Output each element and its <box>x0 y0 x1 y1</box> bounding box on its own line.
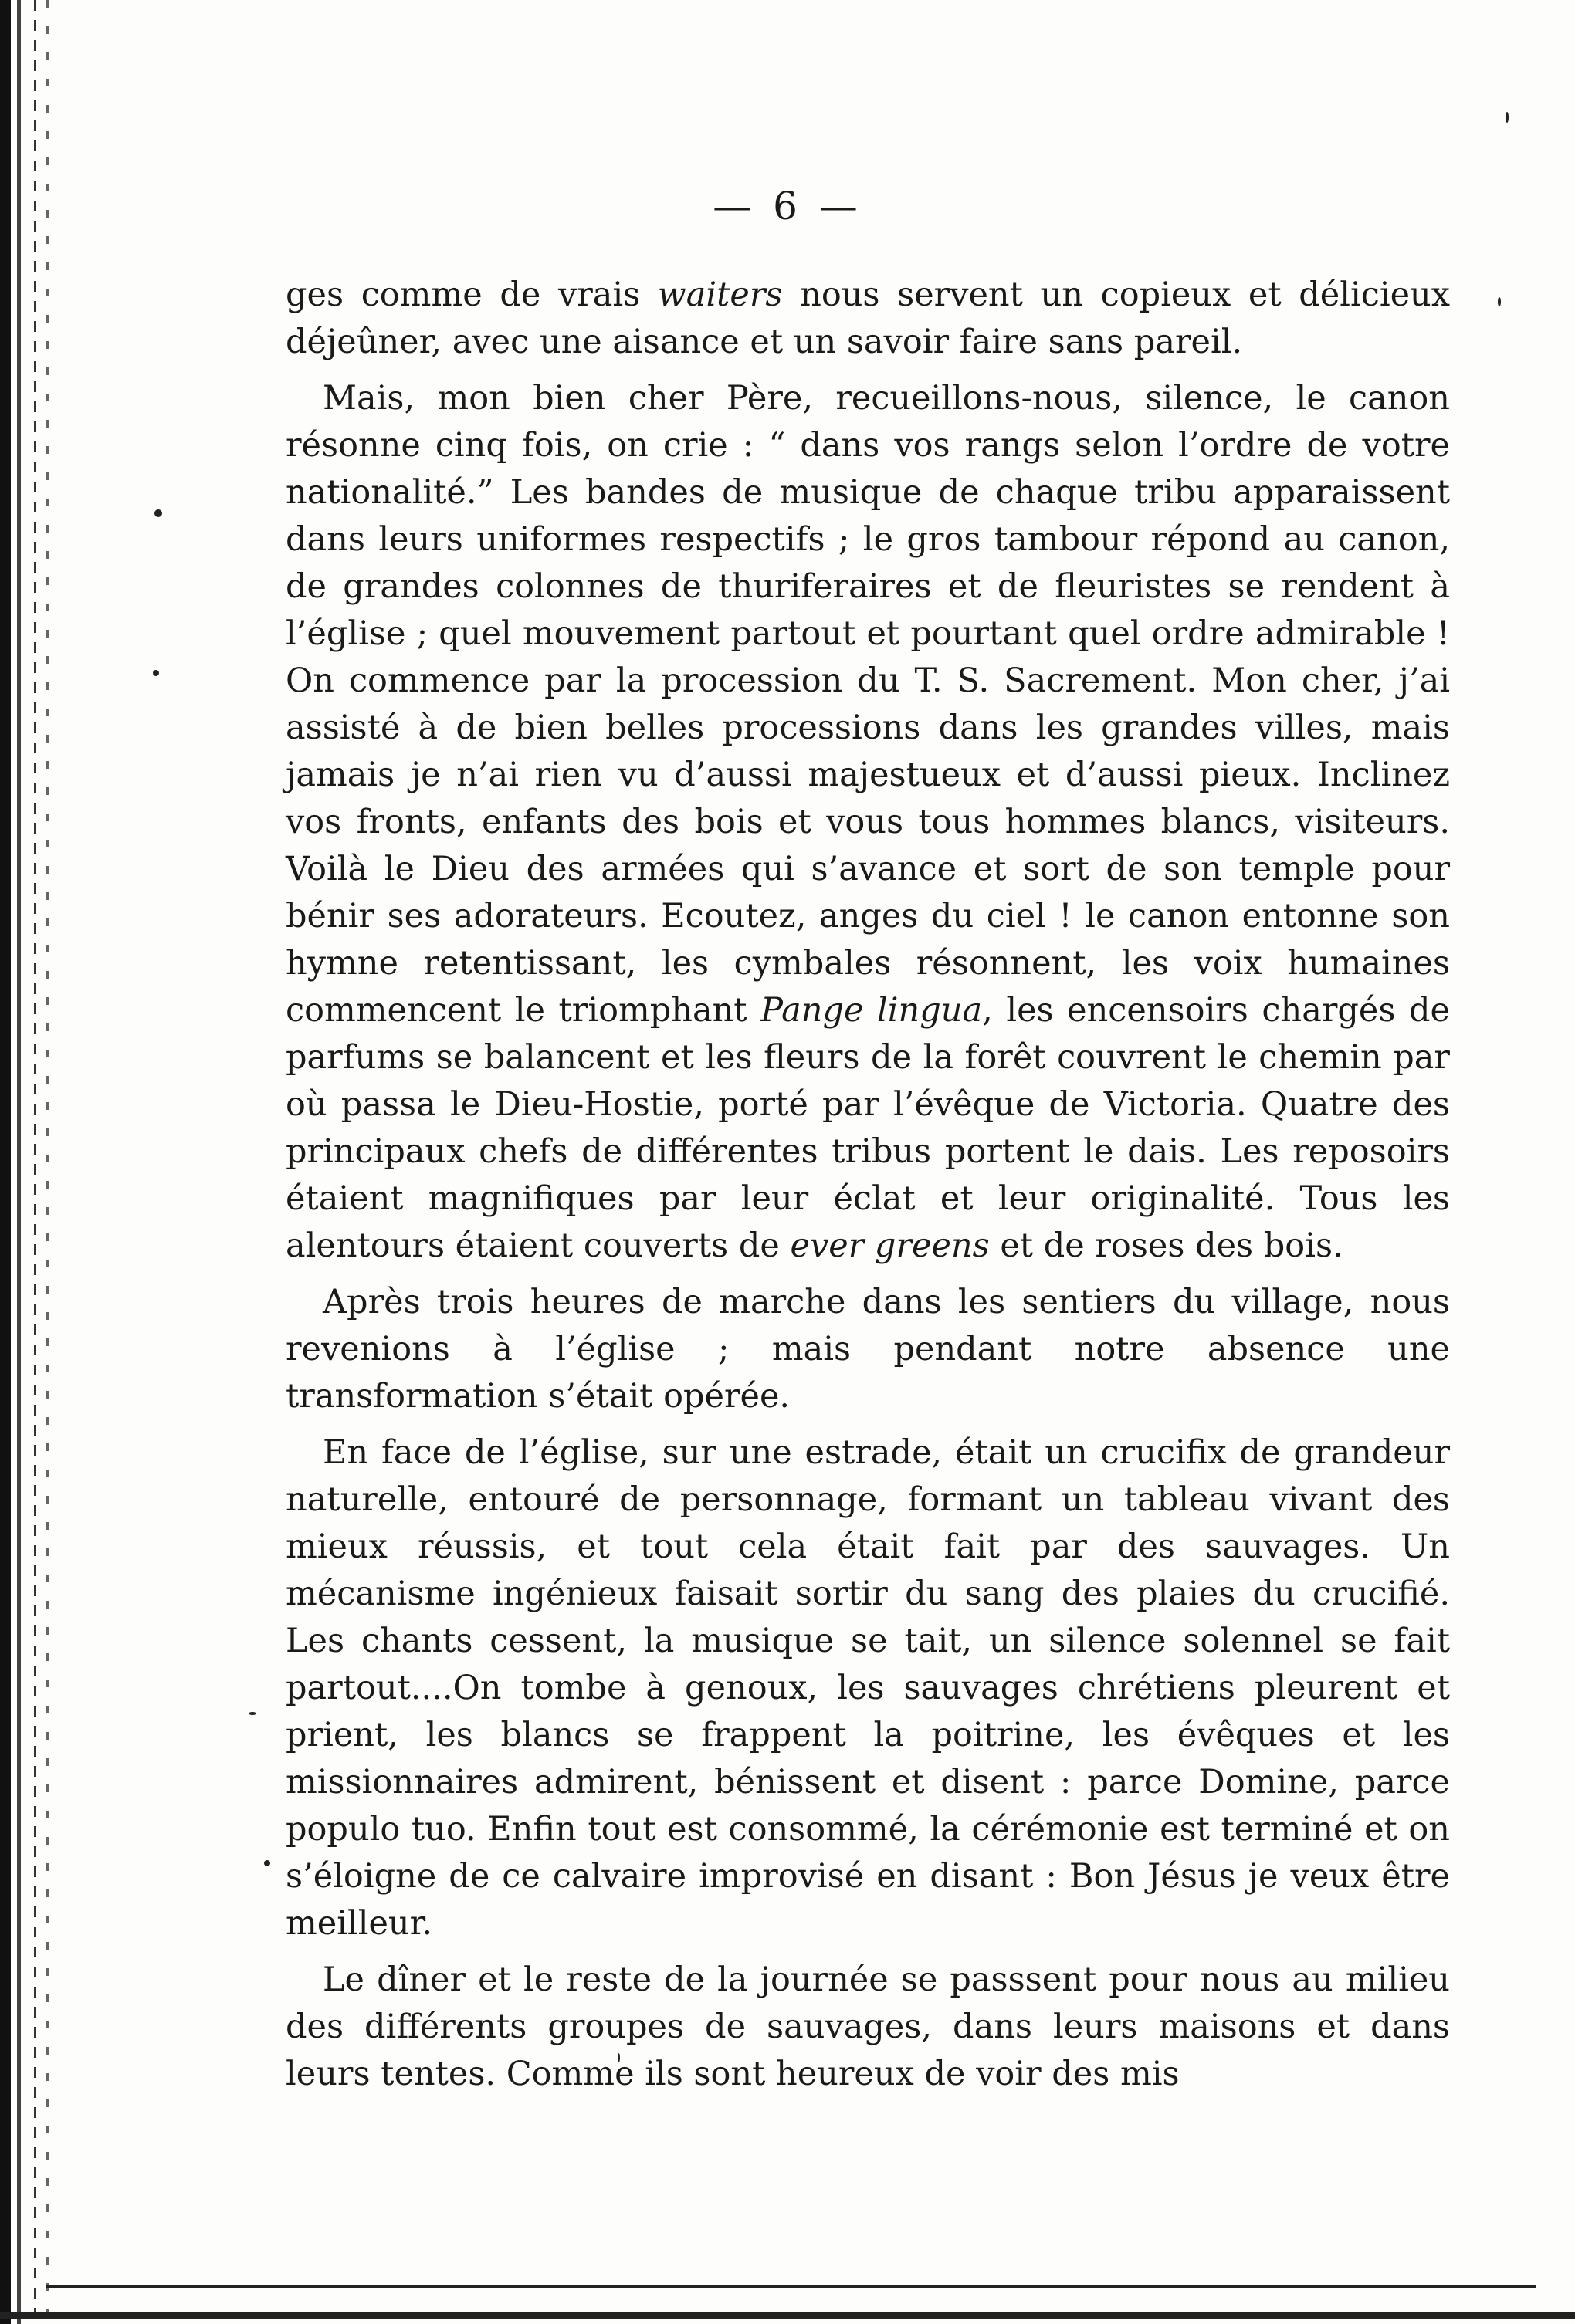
scan-speck <box>1506 112 1509 123</box>
scan-speck <box>1498 297 1501 306</box>
italic-text: waiters <box>657 276 783 314</box>
paragraph-2 <box>286 375 1450 1270</box>
binding-edge-line <box>17 0 21 2324</box>
paragraph-4 <box>286 1429 1450 1947</box>
italic-text: Pange lingua <box>760 991 983 1030</box>
text-run: , les encensoirs chargés de parfums se balancent et les fleurs de la forêt couvrent le chemin par où passa le Dieu-Hostie, porté par l’évêque de Victoria. Quatre des principaux chefs de différentes tribus portent le dais. Les reposoirs étaient magnifiques par leur éclat et leur originalité. Tous les alentours étaient couverts de <box>286 991 1450 1265</box>
text-run: Mais, mon bien cher Père, recueillons-nous, silence, le canon résonne cinq fois, on crie : “ dans vos rangs selon l’ordre de votre nationalité.” Les bandes de musique de chaque tribu apparaissent dans leurs uniformes respectifs ; le gros tambour répond au canon, de grandes colonnes de thuriferaires et de fleuristes se rendent à l’église ; quel mouvement partout et pourtant quel ordre admirable ! On commence par la procession du T. S. Sacrement. Mon cher, j’ai assisté à de bien belles processions dans les grandes villes, mais jamais je n’ai rien vu d’aussi majestueux et d’aussi pieux. Inclinez vos fronts, enfants des bois et vous tous hommes blancs, visiteurs. Voilà le Dieu des armées qui s’avance et sort de son temple pour bénir ses adorateurs. Ecoutez, anges du ciel ! le canon entonne son hymne retentissant, les cymbales résonnent, les voix humaines commencent le triomphant <box>286 379 1450 1030</box>
paragraph-1 <box>286 272 1450 366</box>
bottom-edge <box>0 2312 1575 2319</box>
binding-edge-dashes <box>46 0 49 2324</box>
scan-speck <box>154 509 162 517</box>
bottom-rule <box>46 2285 1536 2288</box>
binding-edge-dashes <box>34 0 36 2324</box>
text-run: ges comme de vrais <box>286 276 658 314</box>
text-run: Le dîner et le reste de la journée se passsent pour nous au milieu des différents groupes de sauvages, dans leurs maisons et dans leurs tentes. Comme ils sont heureux de voir des mis <box>286 1960 1450 2093</box>
body-text <box>286 272 1450 2107</box>
text-run: nous servent un copieux et délicieux déjeûner, avec une aisance et un savoir faire sans pareil. <box>286 276 1450 361</box>
scan-speck <box>264 1860 270 1866</box>
binding-edge <box>0 0 11 2324</box>
paragraph-3 <box>286 1279 1450 1420</box>
italic-text: ever greens <box>790 1226 990 1265</box>
page-number: — 6 — <box>713 184 862 228</box>
scan-speck <box>153 670 159 676</box>
scan-speck <box>249 1712 256 1715</box>
text-run: et de roses des bois. <box>989 1226 1343 1265</box>
paragraph-5 <box>286 1957 1450 2098</box>
text-run: En face de l’église, sur une estrade, était un crucifix de grandeur naturelle, entouré de personnage, formant un tableau vivant des mieux réussis, et tout cela était fait par des sauvages. Un mécanisme ingénieux faisait sortir du sang des plaies du crucifié. Les chants cessent, la musique se tait, un silence solennel se fait partout....On tombe à genoux, les sauvages chrétiens pleurent et prient, les blancs se frappent la poitrine, les évêques et les missionnaires admirent, bénissent et disent : parce Domine, parce populo tuo. Enfin tout est consommé, la cérémonie est terminé et on s’éloigne de ce calvaire improvisé en disant : Bon Jésus je veux être meilleur. <box>286 1433 1450 1943</box>
text-run: Après trois heures de marche dans les sentiers du village, nous revenions à l’église ; mais pendant notre absence une transformation s’était opérée. <box>286 1283 1450 1416</box>
